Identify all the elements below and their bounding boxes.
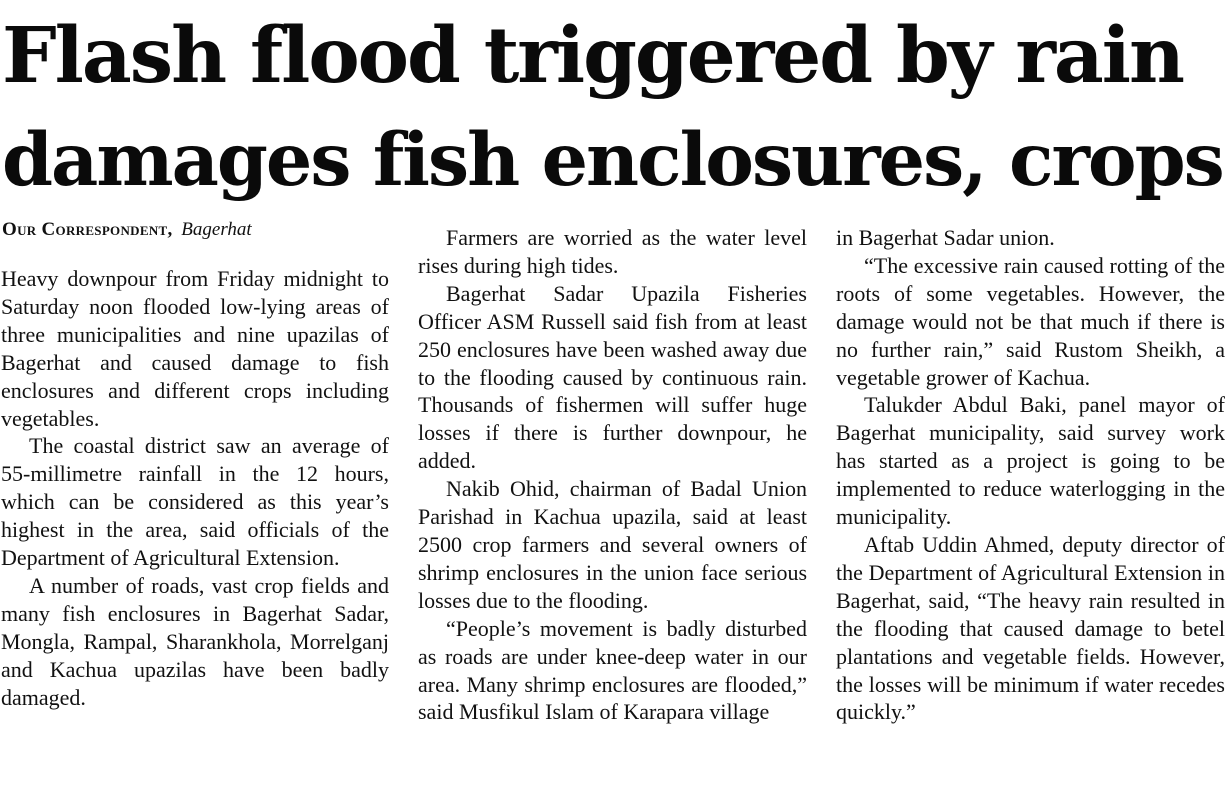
paragraph: Farmers are worried as the water level rises during high tides.	[418, 225, 807, 278]
byline	[2, 217, 252, 243]
paragraph: “The excessive rain caused rotting of the roots of some vegetables. However, the damage would not be that much if there is no further rain,” said Rustom Sheikh, a vegetable grower of Kachua.	[836, 252, 1225, 390]
headline-line-1: Flash flood triggered by rain	[2, 11, 1184, 101]
paragraph: Nakib Ohid, chairman of Badal Union Parishad in Kachua upazila, said at least 2500 crop farmers and several owners of shrimp enclosures in the union face serious losses due to the flooding.	[418, 476, 807, 613]
headline	[2, 4, 1223, 212]
byline-author: Our Correspondent,	[2, 219, 173, 240]
paragraph: Heavy downpour from Friday midnight to Saturday noon flooded low-lying areas of three municipalities and nine upazilas of Bagerhat and caused damage to fish enclosures and different crops including vegetables.	[1, 266, 389, 431]
headline-line-2: damages fish enclosures, crops	[2, 117, 1223, 203]
article-column-2	[418, 224, 807, 726]
paragraph: A number of roads, vast crop fields and many fish enclosures in Bagerhat Sadar, Mongla, Rampal, Sharankhola, Morrelganj and Kachua upazilas have been badly damaged.	[1, 572, 389, 710]
byline-location: Bagerhat	[181, 219, 252, 240]
paragraph: in Bagerhat Sadar union.	[836, 225, 1055, 250]
paragraph: Aftab Uddin Ahmed, deputy director of the Department of Agricultural Extension in Bagerhat, said, “The heavy rain resulted in the flooding that caused damage to betel plantations and vegetable fields. However, the losses will be minimum if water recedes quickly.”	[836, 531, 1225, 725]
article-column-1	[1, 265, 389, 712]
article-column-3	[836, 224, 1225, 726]
paragraph: Bagerhat Sadar Upazila Fisheries Officer ASM Russell said fish from at least 250 enclosures have been washed away due to the flooding caused by continuous rain. Thousands of fishermen will suffer huge losses if there is further downpour, he added.	[418, 280, 807, 474]
paragraph: “People’s movement is badly disturbed as roads are under knee-deep water in our area. Many shrimp enclosures are flooded,” said Musfikul Islam of Karapara village	[418, 615, 807, 725]
paragraph: Talukder Abdul Baki, panel mayor of Bagerhat municipality, said survey work has started as a project is going to be implemented to reduce waterlogging in the municipality.	[836, 392, 1225, 530]
paragraph: The coastal district saw an average of 55-millimetre rainfall in the 12 hours, which can be considered as this year’s highest in the area, said officials of the Department of Agricultural Extension.	[1, 433, 389, 571]
